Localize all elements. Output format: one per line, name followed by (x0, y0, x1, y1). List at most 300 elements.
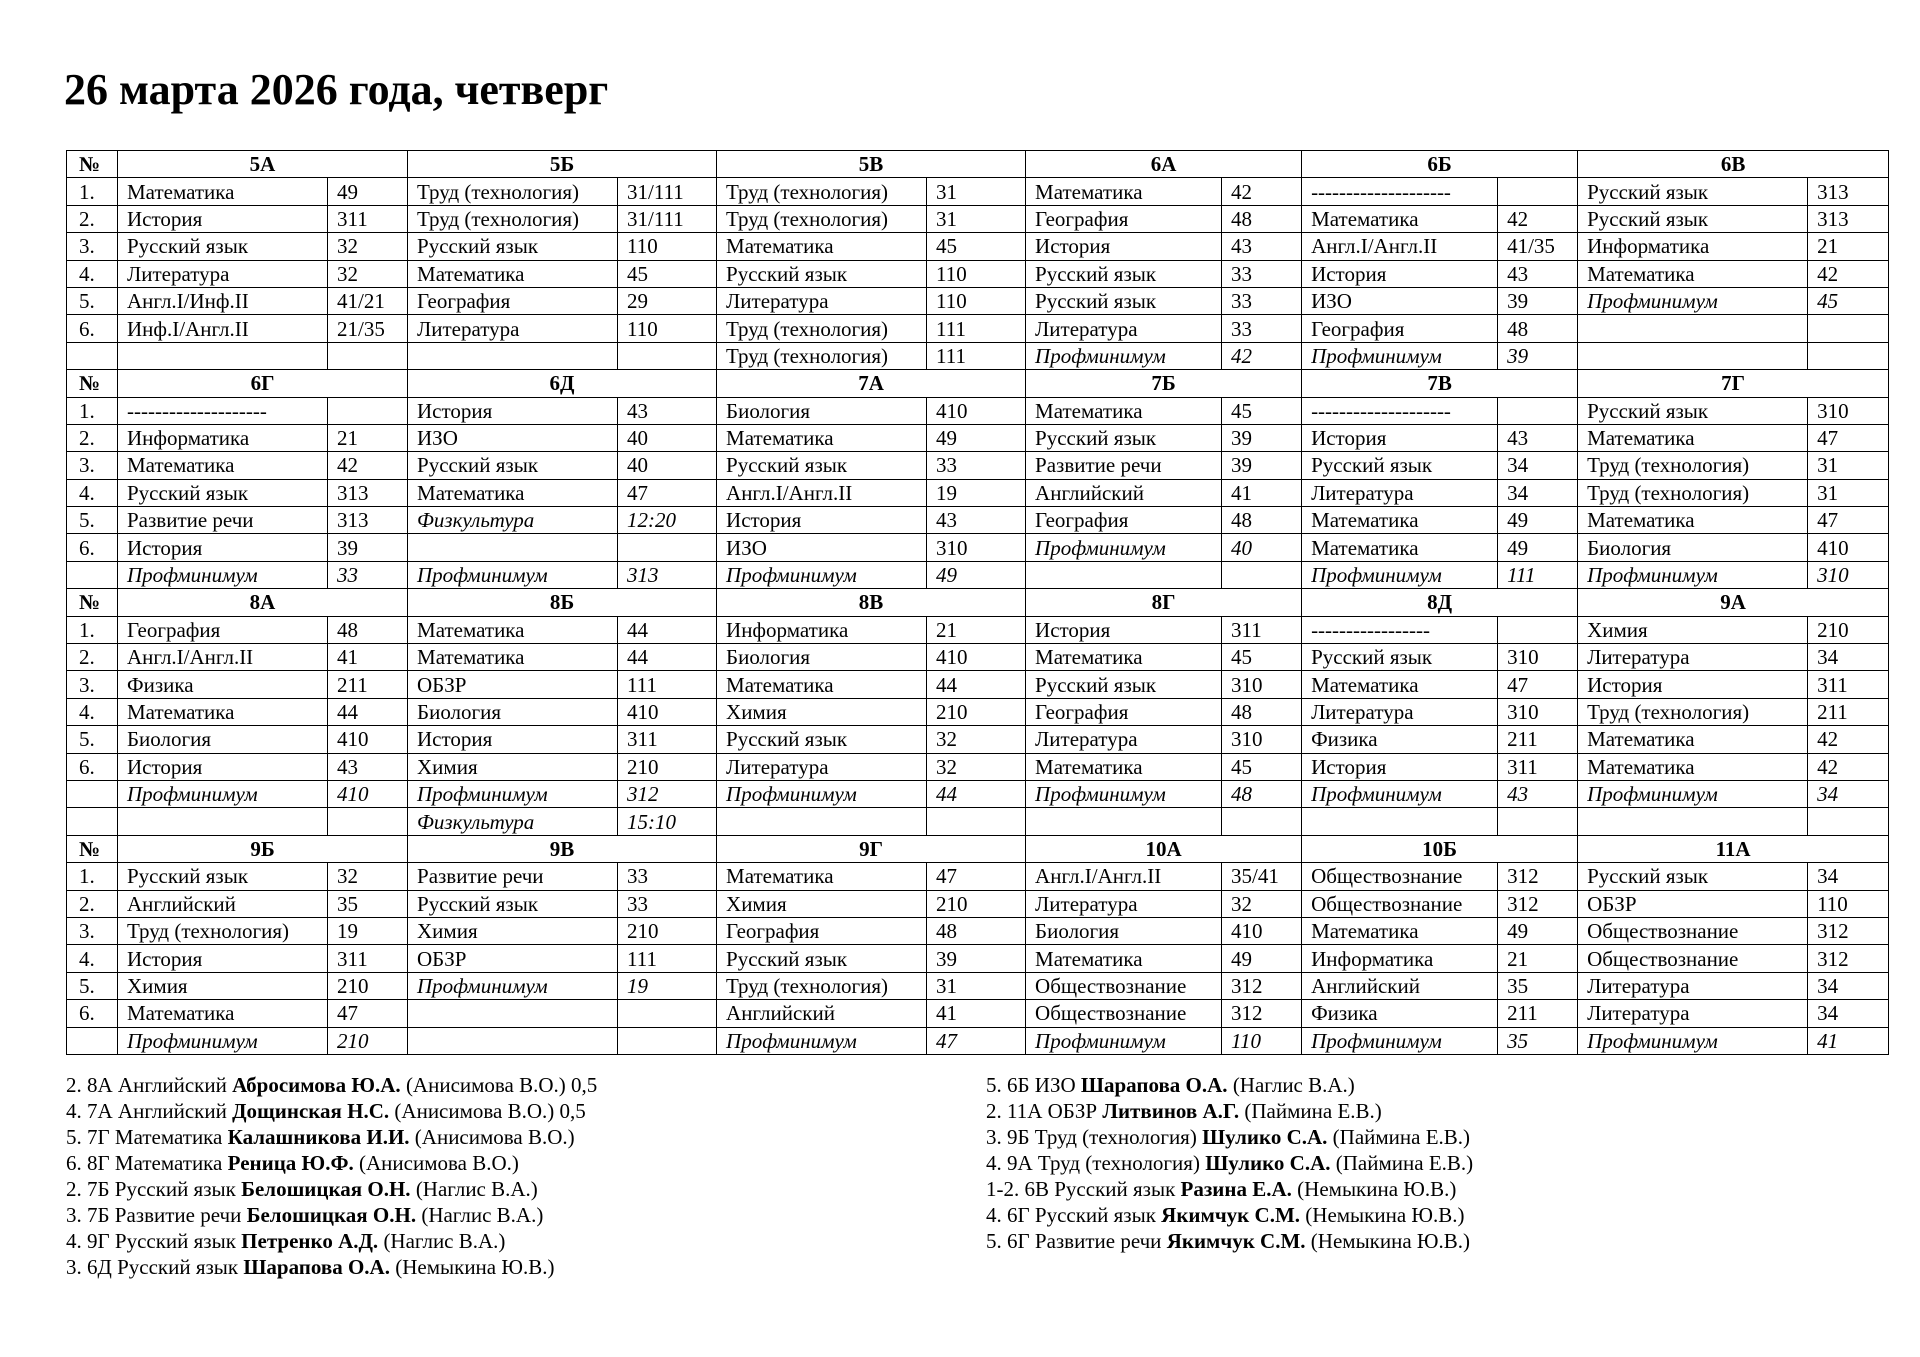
subject-cell: Информатика (717, 616, 927, 643)
subject-cell (408, 1027, 618, 1054)
subject-cell: Математика (1302, 205, 1498, 232)
lesson-row (67, 561, 1889, 588)
class-name: 7А (717, 370, 1026, 397)
subject-cell: Литература (717, 753, 927, 780)
subject-cell: Англ.I/Англ.II (118, 644, 328, 671)
subject-cell: Математика (1026, 753, 1222, 780)
subject-cell: Математика (717, 233, 927, 260)
subject-cell: Русский язык (408, 452, 618, 479)
note-teacher: Белошицкая О.Н. (246, 1203, 417, 1227)
room-cell: 111 (618, 671, 717, 698)
lesson-row (67, 917, 1889, 944)
room-cell: 111 (927, 315, 1026, 342)
note-teacher: Шулико С.А. (1205, 1151, 1331, 1175)
subject-cell: Профминимум (1578, 561, 1808, 588)
room-cell: 111 (1498, 561, 1578, 588)
subject-cell: Профминимум (1578, 287, 1808, 314)
note-lesson: 6. 8Г Математика (66, 1151, 228, 1175)
substitution-note (66, 1098, 597, 1124)
note-lesson: 4. 9А Труд (технология) (986, 1151, 1206, 1175)
subject-cell: История (1578, 671, 1808, 698)
subject-cell: Русский язык (717, 945, 927, 972)
note-lesson: 5. 6Г Развитие речи (986, 1229, 1167, 1253)
room-cell: 15:10 (618, 808, 717, 835)
subject-cell: Обществознание (1026, 972, 1222, 999)
subject-cell: Химия (1578, 616, 1808, 643)
class-name: 8Г (1026, 589, 1302, 616)
room-cell: 19 (927, 479, 1026, 506)
room-cell: 31 (1808, 479, 1889, 506)
note-replaced: (Наглис В.А.) (1227, 1073, 1355, 1097)
subject-cell (717, 808, 927, 835)
subject-cell: Литература (1026, 726, 1222, 753)
room-cell: 32 (328, 233, 408, 260)
room-cell (618, 1000, 717, 1027)
room-cell (1222, 561, 1302, 588)
lesson-number: 6. (67, 315, 118, 342)
room-cell: 110 (927, 260, 1026, 287)
subject-cell: Математика (408, 479, 618, 506)
lesson-row (67, 726, 1889, 753)
lesson-row (67, 945, 1889, 972)
lesson-number: 3. (67, 917, 118, 944)
note-lesson: 3. 9Б Труд (технология) (986, 1125, 1203, 1149)
room-cell: 410 (927, 644, 1026, 671)
lesson-number (67, 561, 118, 588)
lesson-row (67, 287, 1889, 314)
subject-cell: История (1302, 753, 1498, 780)
note-lesson: 4. 6Г Русский язык (986, 1203, 1162, 1227)
lesson-number: 1. (67, 616, 118, 643)
room-cell: 31/111 (618, 178, 717, 205)
class-name: 9Б (118, 835, 408, 862)
subject-cell (408, 534, 618, 561)
room-cell: 39 (927, 945, 1026, 972)
room-cell: 410 (618, 698, 717, 725)
lesson-number: 2. (67, 424, 118, 451)
number-header: № (67, 589, 118, 616)
room-cell: 310 (1498, 698, 1578, 725)
class-name: 7Б (1026, 370, 1302, 397)
room-cell: 21 (328, 424, 408, 451)
note-lesson: 2. 7Б Русский язык (66, 1177, 242, 1201)
subject-cell: ОБЗР (1578, 890, 1808, 917)
subject-cell: Профминимум (717, 561, 927, 588)
room-cell: 40 (1222, 534, 1302, 561)
lesson-row (67, 644, 1889, 671)
subject-cell: Биология (717, 644, 927, 671)
room-cell: 110 (927, 287, 1026, 314)
class-name: 10Б (1302, 835, 1578, 862)
subject-cell: Инф.I/Англ.II (118, 315, 328, 342)
room-cell: 32 (1222, 890, 1302, 917)
room-cell: 41/35 (1498, 233, 1578, 260)
room-cell: 33 (1222, 315, 1302, 342)
subject-cell: Профминимум (717, 1027, 927, 1054)
subject-cell: Биология (118, 726, 328, 753)
substitution-note (66, 1150, 597, 1176)
room-cell (1498, 397, 1578, 424)
subject-cell (408, 1000, 618, 1027)
room-cell (1498, 808, 1578, 835)
class-name: 9В (408, 835, 717, 862)
subject-cell: Профминимум (1302, 1027, 1498, 1054)
lesson-row (67, 972, 1889, 999)
room-cell: 311 (328, 205, 408, 232)
subject-cell: Информатика (1578, 233, 1808, 260)
subject-cell: Биология (717, 397, 927, 424)
room-cell: 31/111 (618, 205, 717, 232)
lesson-row (67, 424, 1889, 451)
room-cell: 310 (1222, 671, 1302, 698)
subject-cell: Обществознание (1578, 945, 1808, 972)
class-name: 5В (717, 151, 1026, 178)
subject-cell: История (1302, 424, 1498, 451)
room-cell (927, 808, 1026, 835)
room-cell: 31 (1808, 452, 1889, 479)
substitution-note (986, 1150, 1473, 1176)
subject-cell: Англ.I/Англ.II (1302, 233, 1498, 260)
room-cell: 21/35 (328, 315, 408, 342)
note-lesson: 3. 7Б Развитие речи (66, 1203, 247, 1227)
class-name: 5Б (408, 151, 717, 178)
class-name: 8Б (408, 589, 717, 616)
subject-cell: Математика (1578, 507, 1808, 534)
subject-cell: Математика (1302, 671, 1498, 698)
room-cell: 45 (1808, 287, 1889, 314)
subject-cell: Русский язык (118, 233, 328, 260)
note-replaced: (Анисимова В.О.) 0,5 (389, 1099, 586, 1123)
subject-cell: Профминимум (717, 780, 927, 807)
room-cell (618, 534, 717, 561)
class-header-row (67, 589, 1889, 616)
room-cell: 39 (1222, 424, 1302, 451)
subject-cell: Русский язык (1026, 424, 1222, 451)
subject-cell: Профминимум (1578, 1027, 1808, 1054)
subject-cell: Профминимум (1302, 342, 1498, 369)
subject-cell: Профминимум (408, 561, 618, 588)
note-lesson: 5. 6Б ИЗО (986, 1073, 1081, 1097)
room-cell: 31 (927, 205, 1026, 232)
room-cell: 47 (618, 479, 717, 506)
note-teacher: Якимчук С.М. (1161, 1203, 1301, 1227)
note-replaced: (Паймина Е.В.) (1239, 1099, 1382, 1123)
lesson-number (67, 808, 118, 835)
room-cell: 34 (1498, 452, 1578, 479)
class-header-row (67, 151, 1889, 178)
lesson-row (67, 698, 1889, 725)
room-cell: 41 (1222, 479, 1302, 506)
subject-cell: -------------------- (1302, 178, 1498, 205)
room-cell: 42 (1222, 342, 1302, 369)
room-cell: 48 (927, 917, 1026, 944)
room-cell: 47 (1498, 671, 1578, 698)
subject-cell: Математика (717, 671, 927, 698)
subject-cell: Математика (408, 616, 618, 643)
note-teacher: Петренко А.Д. (241, 1229, 379, 1253)
notes-left-column (66, 1072, 597, 1280)
lesson-row (67, 534, 1889, 561)
number-header: № (67, 835, 118, 862)
room-cell: 33 (927, 452, 1026, 479)
note-teacher: Дощинская Н.С. (232, 1099, 390, 1123)
subject-cell: Английский (1302, 972, 1498, 999)
class-name: 8Д (1302, 589, 1578, 616)
subject-cell: Математика (118, 1000, 328, 1027)
lesson-number: 1. (67, 863, 118, 890)
class-name: 7Г (1578, 370, 1889, 397)
room-cell: 48 (1222, 205, 1302, 232)
room-cell: 313 (328, 479, 408, 506)
room-cell: 111 (618, 945, 717, 972)
subject-cell: Развитие речи (1026, 452, 1222, 479)
lesson-number: 6. (67, 1000, 118, 1027)
room-cell: 40 (618, 424, 717, 451)
lesson-row (67, 260, 1889, 287)
room-cell: 39 (1498, 342, 1578, 369)
room-cell: 48 (1222, 507, 1302, 534)
subject-cell: ИЗО (1302, 287, 1498, 314)
subject-cell: География (1026, 507, 1222, 534)
lesson-number: 3. (67, 452, 118, 479)
substitution-note (66, 1072, 597, 1098)
class-name: 9Г (717, 835, 1026, 862)
subject-cell: Биология (408, 698, 618, 725)
room-cell (1808, 315, 1889, 342)
subject-cell: Математика (1302, 917, 1498, 944)
subject-cell (1026, 561, 1222, 588)
subject-cell: Русский язык (1302, 452, 1498, 479)
substitution-note (986, 1124, 1473, 1150)
substitution-note (66, 1228, 597, 1254)
note-replaced: (Немыкина Ю.В.) (1300, 1203, 1465, 1227)
note-lesson: 4. 9Г Русский язык (66, 1229, 242, 1253)
subject-cell: Химия (408, 917, 618, 944)
subject-cell: История (118, 753, 328, 780)
room-cell: 43 (618, 397, 717, 424)
subject-cell: Математика (1026, 945, 1222, 972)
subject-cell: Профминимум (1302, 780, 1498, 807)
room-cell: 49 (927, 561, 1026, 588)
subject-cell: Англ.I/Англ.II (717, 479, 927, 506)
note-teacher: Калашникова И.И. (227, 1125, 410, 1149)
class-name: 9А (1578, 589, 1889, 616)
note-teacher: Литвинов А.Г. (1102, 1099, 1240, 1123)
subject-cell: Химия (118, 972, 328, 999)
class-name: 5А (118, 151, 408, 178)
room-cell: 49 (328, 178, 408, 205)
subject-cell (408, 342, 618, 369)
lesson-row (67, 780, 1889, 807)
subject-cell: История (717, 507, 927, 534)
class-name: 6Д (408, 370, 717, 397)
subject-cell (1302, 808, 1498, 835)
subject-cell: Русский язык (717, 452, 927, 479)
lesson-number: 3. (67, 233, 118, 260)
subject-cell: Профминимум (1026, 534, 1222, 561)
lesson-row (67, 863, 1889, 890)
subject-cell: Русский язык (1578, 178, 1808, 205)
subject-cell: Математика (717, 863, 927, 890)
room-cell (1498, 178, 1578, 205)
class-name: 11А (1578, 835, 1889, 862)
lesson-row (67, 342, 1889, 369)
subject-cell: Химия (408, 753, 618, 780)
room-cell: 210 (927, 890, 1026, 917)
subject-cell: Математика (1578, 726, 1808, 753)
subject-cell: Математика (1302, 534, 1498, 561)
subject-cell: Труд (технология) (408, 178, 618, 205)
note-replaced: (Анисимова В.О.) (353, 1151, 519, 1175)
lesson-row (67, 753, 1889, 780)
room-cell: 49 (1498, 507, 1578, 534)
room-cell: 310 (1498, 644, 1578, 671)
room-cell: 45 (1222, 397, 1302, 424)
subject-cell: Русский язык (408, 233, 618, 260)
room-cell: 34 (1808, 780, 1889, 807)
subject-cell (1026, 808, 1222, 835)
subject-cell: Профминимум (408, 972, 618, 999)
subject-cell: Информатика (1302, 945, 1498, 972)
subject-cell: История (118, 945, 328, 972)
lesson-row (67, 479, 1889, 506)
note-replaced: (Наглис В.А.) (378, 1229, 506, 1253)
subject-cell: Математика (118, 178, 328, 205)
room-cell (328, 808, 408, 835)
subject-cell: Химия (717, 698, 927, 725)
room-cell: 43 (1498, 260, 1578, 287)
subject-cell: Русский язык (1578, 863, 1808, 890)
substitution-note (66, 1176, 597, 1202)
room-cell: 45 (618, 260, 717, 287)
subject-cell: Труд (технология) (1578, 452, 1808, 479)
subject-cell: Литература (1026, 315, 1222, 342)
room-cell: 312 (1498, 863, 1578, 890)
subject-cell: Английский (118, 890, 328, 917)
subject-cell: Русский язык (717, 260, 927, 287)
room-cell: 42 (1808, 726, 1889, 753)
subject-cell: Труд (технология) (1578, 479, 1808, 506)
room-cell: 110 (1808, 890, 1889, 917)
class-name: 8В (717, 589, 1026, 616)
room-cell: 313 (328, 507, 408, 534)
schedule-table (66, 150, 1889, 1055)
room-cell: 34 (1808, 972, 1889, 999)
room-cell: 43 (1222, 233, 1302, 260)
note-teacher: Разина Е.А. (1180, 1177, 1292, 1201)
room-cell: 31 (927, 178, 1026, 205)
subject-cell: Русский язык (1578, 397, 1808, 424)
substitution-note (986, 1176, 1473, 1202)
subject-cell: Русский язык (1578, 205, 1808, 232)
room-cell: 410 (1808, 534, 1889, 561)
room-cell: 43 (1498, 780, 1578, 807)
subject-cell: Литература (717, 287, 927, 314)
note-teacher: Шарапова О.А. (243, 1255, 390, 1279)
lesson-number: 2. (67, 644, 118, 671)
room-cell: 32 (328, 260, 408, 287)
lesson-number: 5. (67, 507, 118, 534)
room-cell: 35 (1498, 1027, 1578, 1054)
room-cell: 41 (1808, 1027, 1889, 1054)
subject-cell: Развитие речи (408, 863, 618, 890)
room-cell: 210 (618, 917, 717, 944)
subject-cell: Обществознание (1578, 917, 1808, 944)
room-cell: 21 (1498, 945, 1578, 972)
room-cell: 32 (927, 753, 1026, 780)
room-cell: 39 (1498, 287, 1578, 314)
subject-cell: Математика (717, 424, 927, 451)
room-cell: 39 (328, 534, 408, 561)
subject-cell: Английский (717, 1000, 927, 1027)
room-cell: 48 (1498, 315, 1578, 342)
subject-cell: География (1026, 205, 1222, 232)
room-cell: 34 (1808, 644, 1889, 671)
room-cell: 312 (1498, 890, 1578, 917)
room-cell: 111 (927, 342, 1026, 369)
room-cell: 311 (1498, 753, 1578, 780)
room-cell: 410 (328, 780, 408, 807)
subject-cell: -------------------- (118, 397, 328, 424)
room-cell (328, 342, 408, 369)
subject-cell: Труд (технология) (118, 917, 328, 944)
note-teacher: Абросимова Ю.А. (232, 1073, 401, 1097)
lesson-number: 5. (67, 287, 118, 314)
note-replaced: (Наглис В.А.) (416, 1203, 544, 1227)
room-cell: 44 (328, 698, 408, 725)
note-replaced: (Немыкина Ю.В.) (389, 1255, 555, 1279)
subject-cell (118, 342, 328, 369)
room-cell: 43 (927, 507, 1026, 534)
room-cell: 49 (1222, 945, 1302, 972)
class-name: 6А (1026, 151, 1302, 178)
subject-cell: Профминимум (1302, 561, 1498, 588)
substitution-note (986, 1228, 1473, 1254)
subject-cell: Труд (технология) (717, 315, 927, 342)
subject-cell: География (1026, 698, 1222, 725)
room-cell: 310 (1808, 561, 1889, 588)
note-teacher: Шулико С.А. (1202, 1125, 1328, 1149)
room-cell: 313 (1808, 205, 1889, 232)
note-teacher: Реница Ю.Ф. (227, 1151, 354, 1175)
subject-cell: Профминимум (1026, 1027, 1222, 1054)
room-cell: 35/41 (1222, 863, 1302, 890)
lesson-number: 4. (67, 260, 118, 287)
room-cell: 110 (618, 315, 717, 342)
note-lesson: 5. 7Г Математика (66, 1125, 228, 1149)
room-cell: 33 (1222, 287, 1302, 314)
lesson-number (67, 780, 118, 807)
subject-cell: История (118, 534, 328, 561)
substitution-note (66, 1124, 597, 1150)
room-cell (1498, 616, 1578, 643)
room-cell: 45 (1222, 753, 1302, 780)
note-replaced: (Анисимова В.О.) 0,5 (400, 1073, 598, 1097)
subject-cell: Математика (408, 644, 618, 671)
room-cell: 310 (927, 534, 1026, 561)
room-cell: 312 (1808, 945, 1889, 972)
subject-cell: Математика (118, 698, 328, 725)
room-cell: 41 (927, 1000, 1026, 1027)
class-name: 7В (1302, 370, 1578, 397)
subject-cell: История (1026, 233, 1222, 260)
lesson-row (67, 671, 1889, 698)
subject-cell: ИЗО (717, 534, 927, 561)
subject-cell: Русский язык (1302, 644, 1498, 671)
subject-cell: Физика (1302, 1000, 1498, 1027)
subject-cell: География (118, 616, 328, 643)
lesson-number: 2. (67, 205, 118, 232)
